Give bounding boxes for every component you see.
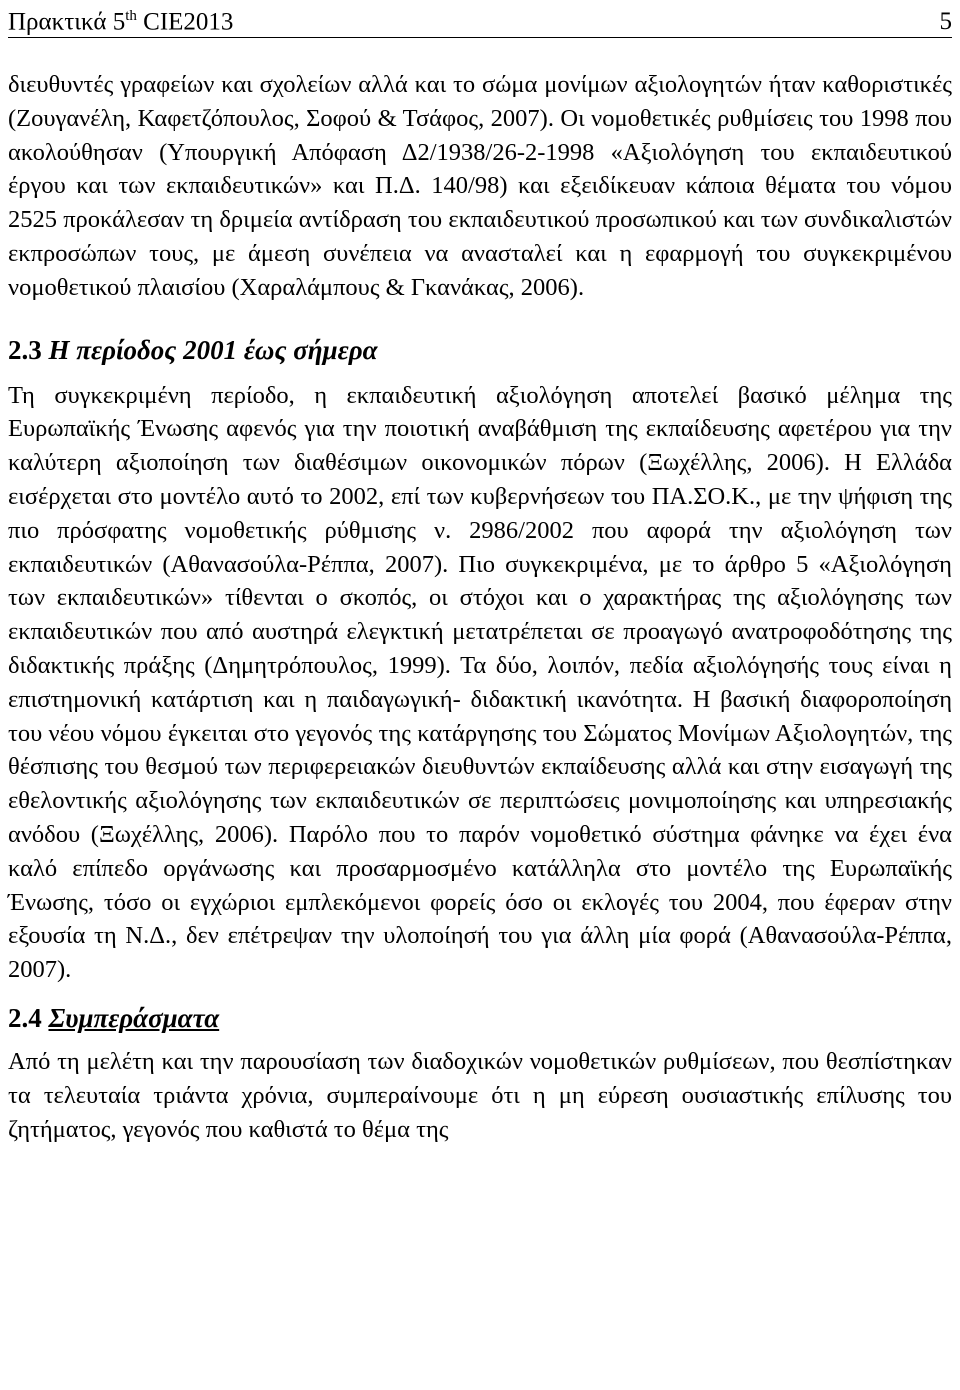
section-heading-2-4 xyxy=(8,1001,952,1035)
page-number: 5 xyxy=(939,8,952,35)
section-heading-2-3 xyxy=(8,333,952,367)
paragraph-intro: διευθυντές γραφείων και σχολείων αλλά και το σώμα μονίμων αξιολογητών ήταν καθοριστικές (Ζουγανέλη, Καφετζόπουλος, Σοφού & Τσάφος, 2007). Οι νομοθετικές ρυθμίσεις του 1998 που ακολούθησαν (Υπουργική Απόφαση Δ2/1938/26-2-1998 «Αξιολόγηση του εκπαιδευτικού έργου και των εκπαιδευτικών» και Π.Δ. 140/98) και εξειδίκευαν κάποια θέματα του νόμου 2525 προκάλεσαν τη δριμεία αντίδραση του εκπαιδευτικού προσωπικού και των συνδικαλιστών εκπροσώπων τους, με άμεση συνέπεια να ανασταλεί και η εφαρμογή του συγκεκριμένου νομοθετικού πλαισίου (Χαραλάμπους & Γκανάκας, 2006). xyxy=(8,71,952,301)
paragraph-conclusions: Από τη μελέτη και την παρουσίαση των διαδοχικών νομοθετικών ρυθμίσεων, που θεσπίστηκαν τα τελευταία τριάντα χρόνια, συμπεραίνουμε ότι η μη εύρεση ουσιαστικής επίλυσης του ζητήματος, γεγονός που καθιστά το θέμα της xyxy=(8,1047,952,1143)
section-number: 2.3 xyxy=(8,334,42,365)
page-header xyxy=(8,0,952,38)
header-title: Πρακτικά 5th CIE2013 xyxy=(8,7,234,35)
section-title: Η περίοδος 2001 έως σήμερα xyxy=(48,334,378,365)
paragraph-section-2-3: Τη συγκεκριμένη περίοδο, η εκπαιδευτική αξιολόγηση αποτελεί βασικό μέλημα της Ευρωπαϊκής Ένωσης αφενός για την ποιοτική αναβάθμιση της εκπαίδευσης αφετέρου για την καλύτερη αξιοποίηση των διαθέσιμων οικονομικών πόρων (Ξωχέλλης, 2006). Η Ελλάδα εισέρχεται στο μοντέλο αυτό το 2002, επί των κυβερνήσεων του ΠΑ.ΣΟ.Κ., με την ψήφιση της πιο πρόσφατης νομοθετικής ρύθμισης ν. 2986/2002 που αφορά την αξιολόγηση των εκπαιδευτικών (Αθανασούλα-Ρέππα, 2007). Πιο συγκεκριμένα, με το άρθρο 5 «Αξιολόγηση των εκπαιδευτικών» τίθενται ο σκοπός, οι στόχοι και ο χαρακτήρας της αξιολόγησης των εκπαιδευτικών που από αυστηρά ελεγκτική μετατρέπεται σε προαγωγό ανατροφοδότησης της διδακτικής πράξης (Δημητρόπουλος, 1999). Τα δύο, λοιπόν, πεδία αξιολόγησής τους είναι η επιστημονική κατάρτιση και η παιδαγωγική- διδακτική ικανότητα. Η βασική διαφοροποίηση του νέου νόμου έγκειται στο γεγονός της κατάργησης του Σώματος Μονίμων Αξιολογητών, της θέσπισης του θεσμού των περιφερειακών διευθυντών εκπαίδευσης αλλά και στην εισαγωγή της εθελοντικής αξιολόγησης των εκπαιδευτικών σε περιπτώσεις μονιμοποίησης και υπηρεσιακής ανόδου (Ξωχέλλης, 2006). Παρόλο που το παρόν νομοθετικό σύστημα φάνηκε να έχει ένα καλό επίπεδο οργάνωσης και προσαρμοσμένο κατάλληλα στο μοντέλο της Ευρωπαϊκής Ένωσης, τόσο οι εγχώριοι εμπλεκόμενοι φορείς όσο οι εκλογές του 2004, που έφεραν στην εξουσία τη Ν.Δ., δεν επέτρεψαν την υλοποίησή του για άλλη μία φορά (Αθανασούλα-Ρέππα, 2007). xyxy=(8,381,952,984)
section-number: 2.4 xyxy=(8,1002,42,1033)
section-title: Συμπεράσματα xyxy=(48,1002,220,1033)
